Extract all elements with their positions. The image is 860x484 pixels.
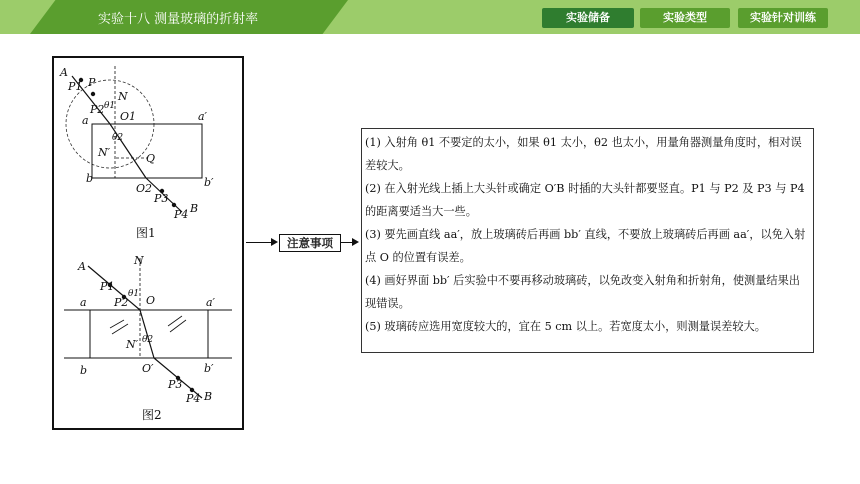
label-N: N [118,90,128,103]
label-P4: P4 [174,208,189,221]
label-P: P [88,76,96,89]
pin-p4 [172,203,176,207]
figure-2-caption: 图2 [142,408,162,422]
label-a-prime: a′ [198,110,208,123]
note-item-3: (3) 要先画直线 aa′，放上玻璃砖后再画 bb′ 直线，不要放上玻璃砖后再画 aa′，以免入射点 O 的位置有误差。 [365,228,806,264]
label-theta1: θ1 [104,101,116,111]
note-item-4: (4) 画好界面 bb′ 后实验中不要再移动玻璃砖，以免改变入射角和折射角，使测量结果出现错误。 [365,274,800,310]
label2-a-prime: a′ [206,296,216,309]
label2-O: O [146,294,156,307]
label2-P1: P1 [100,280,115,293]
arrow-to-notes-line [246,242,272,243]
label2-P2: P2 [114,296,129,309]
label2-N-prime: N′ [126,338,139,351]
note-item-1: (1) 入射角 θ1 不要定的太小，如果 θ1 太小，θ2 也太小，用量角器测量角度时，相对误差较大。 [365,136,802,172]
label-b: b [86,172,94,185]
notes-box [361,128,814,353]
notes-label: 注意事项 [279,234,341,252]
label-Q: Q [146,152,156,165]
label-P3: P3 [154,192,169,205]
label2-theta2: θ2 [142,335,154,345]
label2-A: A [78,260,86,273]
label2-a: a [80,296,87,309]
label-B: B [190,202,199,215]
figure-1-caption: 图1 [136,226,156,240]
pin-p2 [91,92,95,96]
label-P1: P1 [68,80,83,93]
label-a: a [82,114,89,127]
label2-b-prime: b′ [204,362,214,375]
refracted-ray-2 [140,310,154,358]
glass-block-2 [90,310,208,358]
note-item-2: (2) 在入射光线上插上大头针或确定 O′B 时插的大头针都要竖直。P1 与 P2 及 P3 与 P4 的距离要适当大一些。 [365,182,805,218]
label-O2: O2 [136,182,153,195]
figure-panel [52,56,244,430]
figure-2-diagram [64,254,232,405]
tab-experiment-preparation[interactable]: 实验储备 [542,8,634,28]
arrow-right-icon [352,238,359,246]
page-title: 实验十八 测量玻璃的折射率 [98,12,259,27]
label-P2: P2 [90,103,105,116]
label2-theta1: θ1 [128,289,140,299]
label2-B: B [204,390,213,403]
tab-targeted-training[interactable]: 实验针对训练 [738,8,828,28]
label-N-prime: N′ [98,146,111,159]
tab-experiment-types[interactable]: 实验类型 [640,8,730,28]
note-item-5: (5) 玻璃砖应选用宽度较大的，宜在 5 cm 以上。若宽度太小，则测量误差较大。 [365,320,766,333]
label-A: A [60,66,68,79]
figure-1-diagram [59,66,214,221]
label2-P4: P4 [186,392,201,405]
refraction-diagrams [54,58,242,428]
label2-O-prime: O′ [142,362,154,375]
label-O1: O1 [120,110,137,123]
label-theta2: θ2 [112,133,124,143]
arrow-right-icon [271,238,278,246]
label2-b: b [80,364,88,377]
label2-P3: P3 [168,378,183,391]
label-b-prime: b′ [204,176,214,189]
label2-N: N [134,254,144,267]
